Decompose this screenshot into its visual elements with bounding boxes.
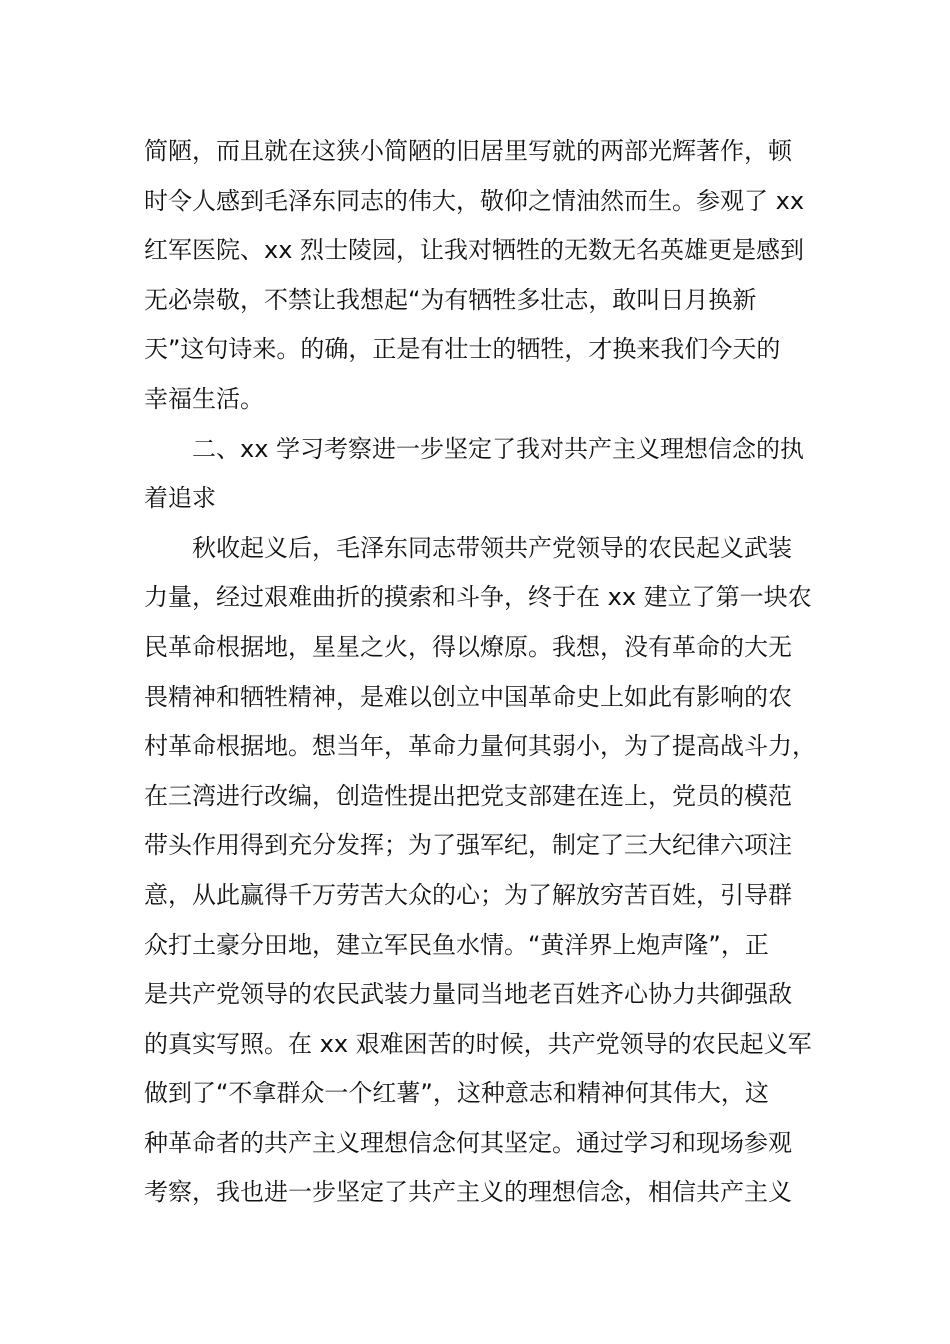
text-line: 红军医院、xx 烈士陵园，让我对牺牲的无数无名英雄更是感到 (144, 236, 805, 265)
text-line: 时令人感到毛泽东同志的伟大，敬仰之情油然而生。参观了 xx (144, 186, 805, 215)
text-line: 天”这句诗来。的确，正是有壮士的牺牲，才换来我们今天的 (144, 335, 781, 364)
text-line: 无必崇敬，不禁让我想起“为有牺牲多壮志，敢叫日月换新 (144, 285, 757, 314)
text-line: 在三湾进行改编，创造性提出把党支部建在连上，党员的模范 (144, 781, 792, 810)
text-line: 是共产党领导的农民武装力量同当地老百姓齐心协力共御强敌 (144, 980, 792, 1009)
text-line: 简陋，而且就在这狭小简陋的旧居里写就的两部光辉著作，顿 (144, 137, 792, 165)
text-line: 的真实写照。在 xx 艰难困苦的时候，共产党领导的农民起义军 (144, 1029, 812, 1058)
section-heading: 二、xx 学习考察进一步坚定了我对共产主义理想信念的执 (192, 434, 805, 463)
body-text (144, 127, 814, 1218)
text-line: 村革命根据地。想当年，革命力量何其弱小，为了提高战斗力， (144, 732, 816, 761)
text-line: 幸福生活。 (144, 384, 264, 413)
text-line: 众打土豪分田地，建立军民鱼水情。“黄洋界上炮声隆”，正 (144, 930, 769, 959)
text-line: 带头作用得到充分发挥；为了强军纪，制定了三大纪律六项注 (144, 831, 792, 860)
text-line: 做到了“不拿群众一个红薯”，这种意志和精神何其伟大，这 (144, 1079, 769, 1108)
section-heading-continued: 着追求 (144, 484, 216, 513)
text-line: 考察，我也进一步坚定了共产主义的理想信念，相信共产主义 (144, 1178, 792, 1207)
text-line: 民革命根据地，星星之火，得以燎原。我想，没有革命的大无 (144, 632, 792, 661)
text-line: 意，从此赢得千万劳苦大众的心；为了解放穷苦百姓，引导群 (144, 880, 792, 909)
text-line: 畏精神和牺牲精神，是难以创立中国革命史上如此有影响的农 (144, 682, 792, 711)
text-line: 种革命者的共产主义理想信念何其坚定。通过学习和现场参观 (144, 1128, 792, 1157)
paragraph-start: 秋收起义后，毛泽东同志带领共产党领导的农民起义武装 (192, 533, 792, 562)
text-line: 力量，经过艰难曲折的摸索和斗争，终于在 xx 建立了第一块农 (144, 583, 812, 612)
